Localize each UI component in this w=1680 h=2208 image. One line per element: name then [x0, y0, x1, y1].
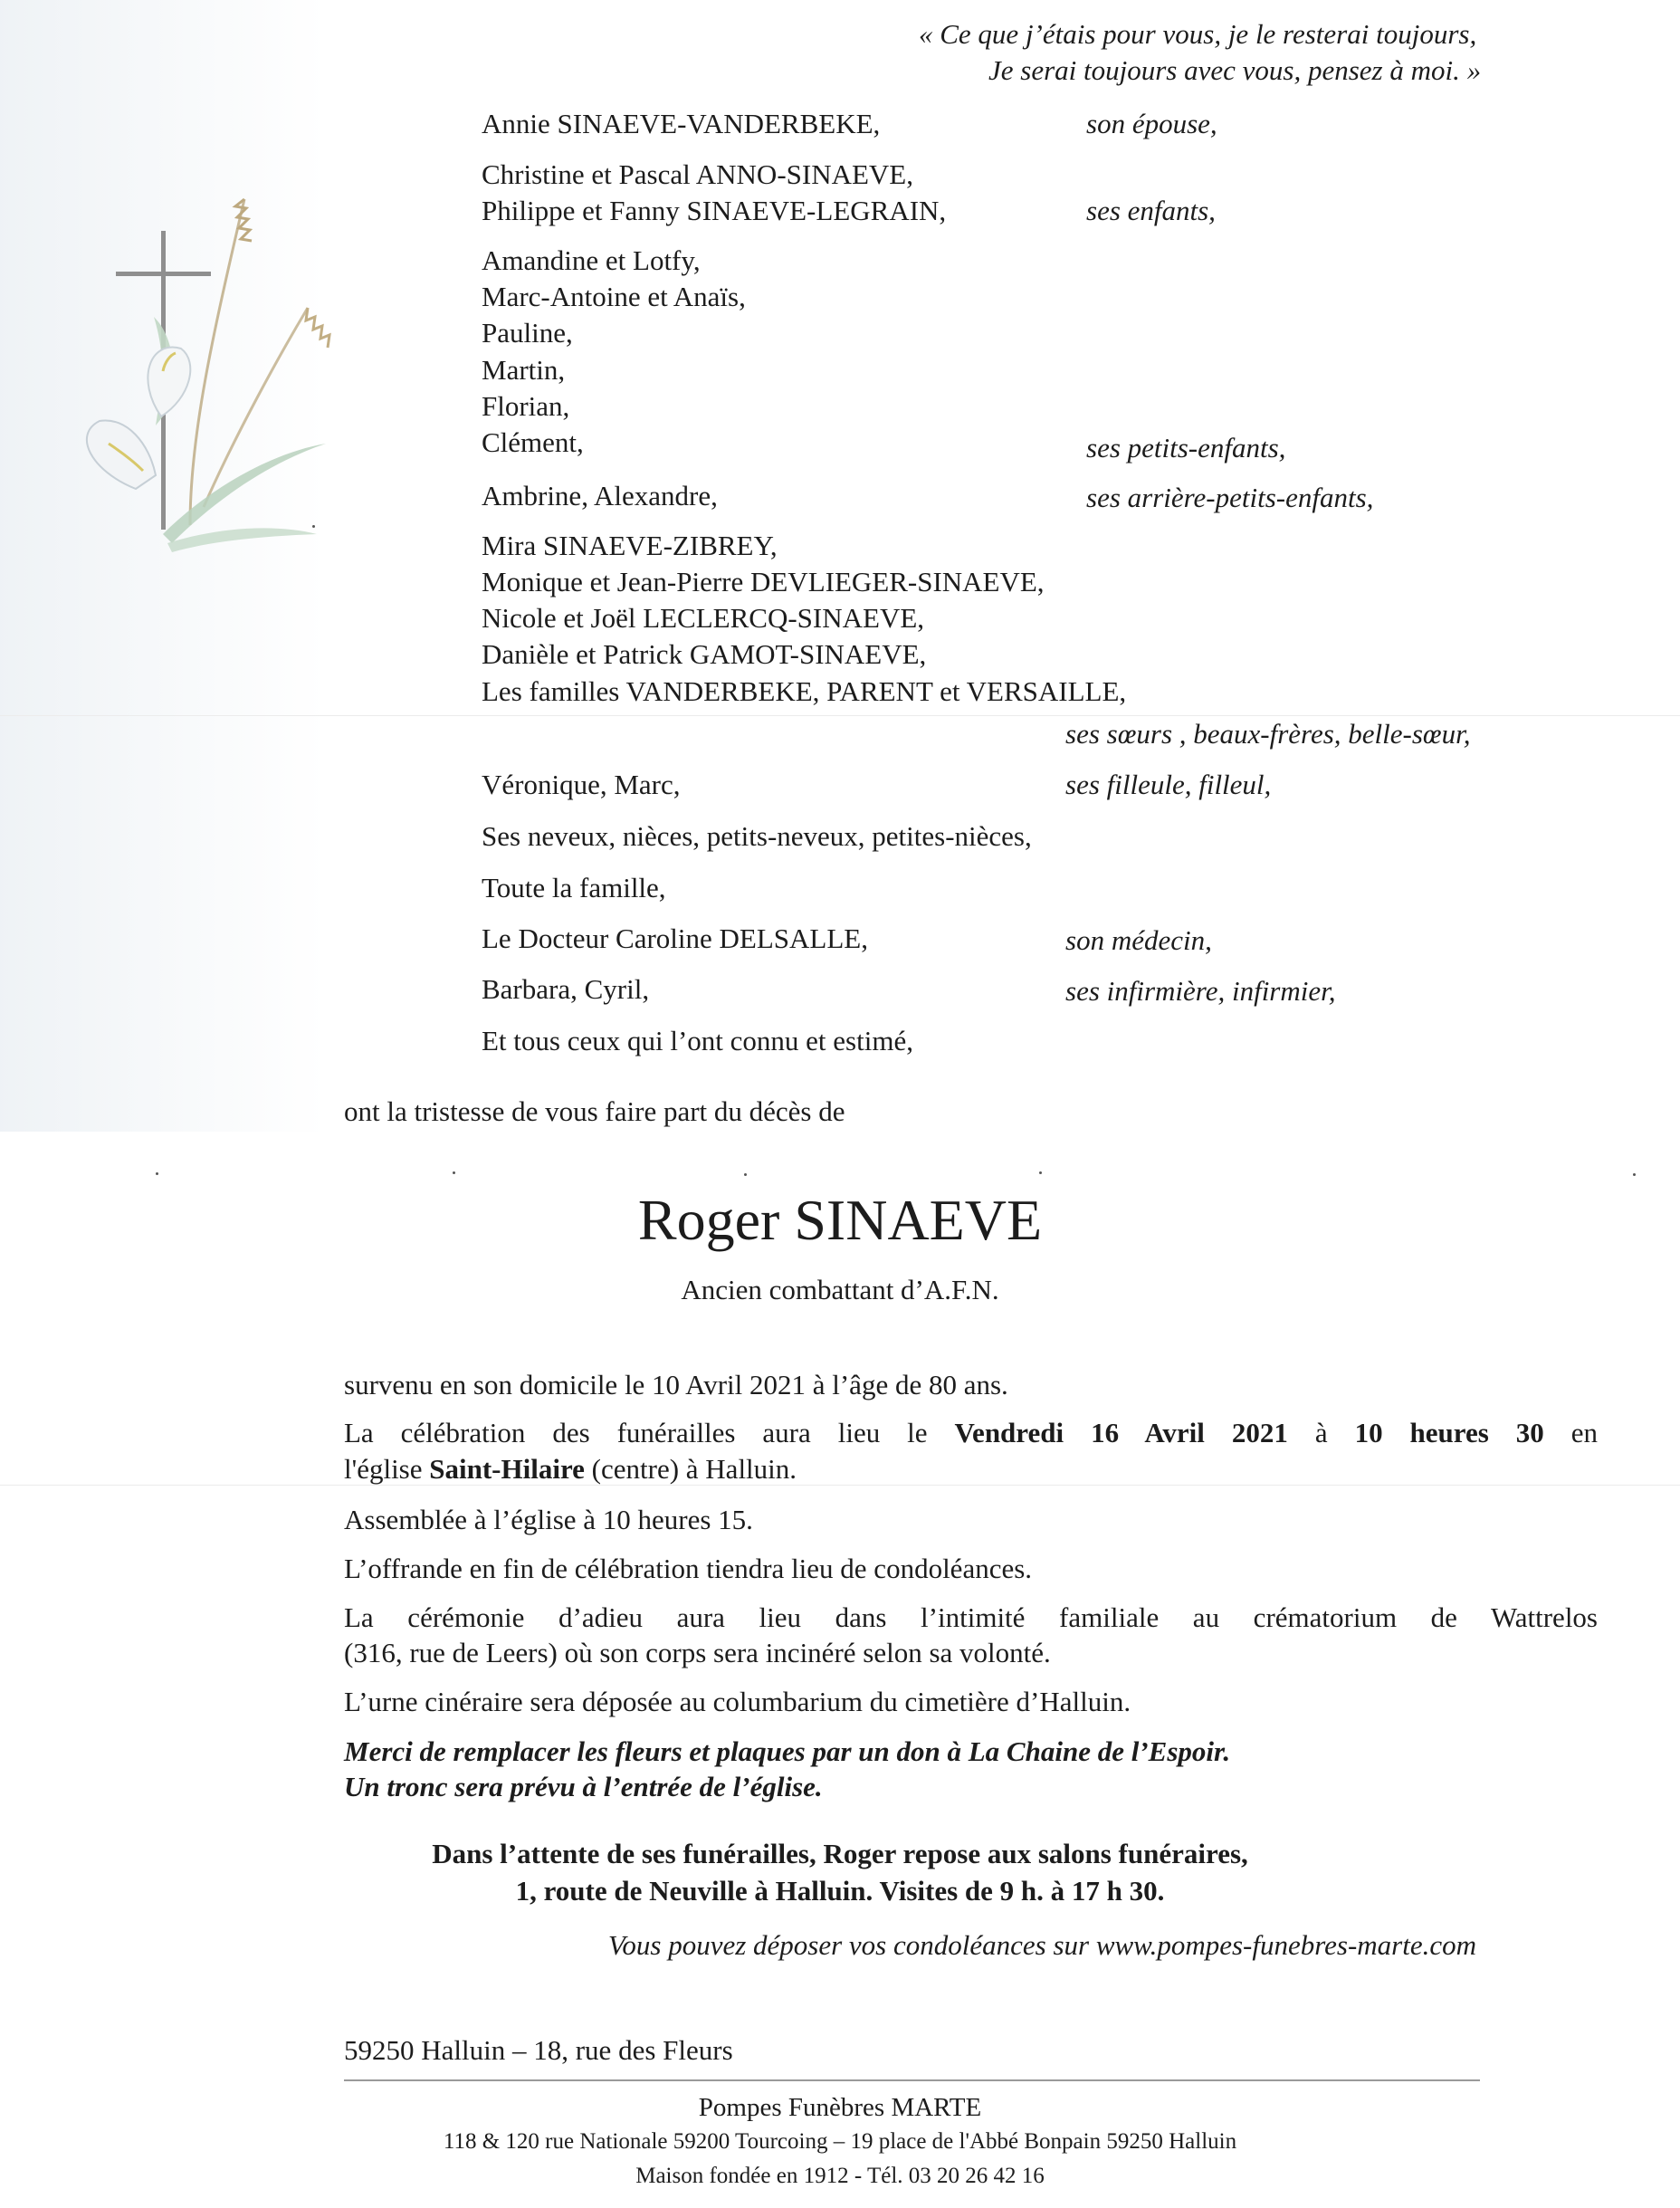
footer-founded: Maison fondée en 1912 - Tél. 03 20 26 42 16	[635, 2164, 1045, 2188]
celebration-church-post: (centre) à Halluin.	[591, 1453, 797, 1485]
family-name: Pauline,	[482, 317, 573, 349]
scan-dot	[1633, 1173, 1636, 1176]
family-relation: ses enfants,	[1086, 195, 1216, 226]
scan-dot	[453, 1171, 455, 1174]
donation-request-line-2: Un tronc sera prévu à l’entrée de l’église.	[344, 1771, 823, 1802]
family-name: Barbara, Cyril,	[482, 973, 650, 1005]
family-relation: ses arrière-petits-enfants,	[1086, 482, 1374, 513]
family-name: Clément,	[482, 426, 584, 458]
family-name: Et tous ceux qui l’ont connu et estimé,	[482, 1025, 913, 1056]
scan-dot	[156, 1172, 158, 1175]
family-name: Christine et Pascal ANNO-SINAEVE,	[482, 158, 913, 190]
family-name: Amandine et Lotfy,	[482, 244, 701, 276]
footer-addresses: 118 & 120 rue Nationale 59200 Tourcoing – 19 place de l'Abbé Bonpain 59250 Halluin	[443, 2129, 1237, 2154]
offering-info: L’offrande en fin de célébration tiendra lieu de condoléances.	[344, 1553, 1033, 1584]
quote-line-2: Je serai toujours avec vous, pensez à moi. »	[988, 54, 1482, 86]
family-relation: ses petits-enfants,	[1086, 432, 1286, 464]
cross-lily-illustration	[54, 145, 344, 561]
family-name: Philippe et Fanny SINAEVE-LEGRAIN,	[482, 195, 947, 226]
deceased-title: Ancien combattant d’A.F.N.	[681, 1274, 999, 1305]
family-name: Nicole et Joël LECLERCQ-SINAEVE,	[482, 602, 925, 634]
family-relation: ses sœurs , beaux-frères, belle-sœur,	[1065, 718, 1471, 750]
celebration-time: 10 heures 30	[1354, 1417, 1544, 1448]
urn-info: L’urne cinéraire sera déposée au columbarium du cimetière d’Halluin.	[344, 1686, 1131, 1717]
family-name: Les familles VANDERBEKE, PARENT et VERSAILLE,	[482, 675, 1127, 707]
family-name: Florian,	[482, 390, 570, 422]
visit-line-2: 1, route de Neuville à Halluin. Visites de 9 h. à 17 h 30.	[515, 1875, 1165, 1907]
celebration-post: en	[1570, 1417, 1599, 1448]
announcement: ont la tristesse de vous faire part du décès de	[344, 1095, 845, 1127]
celebration-church: Saint-Hilaire	[429, 1453, 585, 1485]
family-name: Danièle et Patrick GAMOT-SINAEVE,	[482, 638, 927, 670]
family-name: Marc-Antoine et Anaïs,	[482, 281, 746, 312]
death-info: survenu en son domicile le 10 Avril 2021 à l’âge de 80 ans.	[344, 1369, 1008, 1400]
family-name: Ambrine, Alexandre,	[482, 480, 718, 511]
family-name: Le Docteur Caroline DELSALLE,	[482, 922, 868, 954]
fold-line	[0, 1485, 1680, 1486]
assembly-info: Assemblée à l’église à 10 heures 15.	[344, 1504, 753, 1535]
family-name: Monique et Jean-Pierre DEVLIEGER-SINAEVE,	[482, 566, 1045, 597]
family-name: Véronique, Marc,	[482, 769, 681, 800]
family-relation: ses infirmière, infirmier,	[1065, 975, 1336, 1007]
family-relation: ses filleule, filleul,	[1065, 769, 1272, 800]
footer-company: Pompes Funèbres MARTE	[698, 2093, 982, 2122]
family-name: Ses neveux, nièces, petits-neveux, petites-nièces,	[482, 820, 1032, 852]
lily-icon	[87, 348, 190, 489]
celebration-pre: La célébration des funérailles aura lieu le	[344, 1417, 928, 1448]
family-name: Martin,	[482, 354, 566, 386]
scan-dot	[744, 1173, 747, 1176]
family-relation: son médecin,	[1065, 924, 1212, 956]
donation-request-line-1: Merci de remplacer les fleurs et plaques par un don à La Chaine de l’Espoir.	[344, 1735, 1231, 1767]
condolences-note: Vous pouvez déposer vos condoléances sur www.pompes-funebres-marte.com	[607, 1929, 1476, 1961]
family-relation: son épouse,	[1086, 108, 1217, 139]
celebration-date: Vendredi 16 Avril 2021	[954, 1417, 1288, 1448]
quote-line-1: « Ce que j’étais pour vous, je le resterai toujours,	[919, 18, 1477, 50]
wheat-icon	[190, 199, 329, 525]
deceased-name: Roger SINAEVE	[637, 1188, 1043, 1252]
family-name: Mira SINAEVE-ZIBREY,	[482, 530, 778, 561]
celebration-church-pre: l'église	[344, 1453, 423, 1485]
ceremony-line-1: La cérémonie d’adieu aura lieu dans l’intimité familiale au crématorium de Wattrelos	[344, 1601, 1598, 1633]
celebration-mid: à	[1314, 1417, 1328, 1448]
ceremony-line-2: (316, rue de Leers) où son corps sera incinéré selon sa volonté.	[344, 1637, 1051, 1668]
family-name: Annie SINAEVE-VANDERBEKE,	[482, 108, 881, 139]
scan-dot	[1039, 1171, 1042, 1174]
visit-line-1: Dans l’attente de ses funérailles, Roger repose aux salons funéraires,	[432, 1838, 1248, 1869]
celebration-line-1	[344, 1415, 1598, 1451]
footer-divider	[344, 2079, 1480, 2081]
family-address: 59250 Halluin – 18, rue des Fleurs	[344, 2034, 733, 2066]
celebration-line-2	[344, 1451, 797, 1487]
family-name: Toute la famille,	[482, 872, 666, 903]
scan-dot	[312, 525, 315, 528]
